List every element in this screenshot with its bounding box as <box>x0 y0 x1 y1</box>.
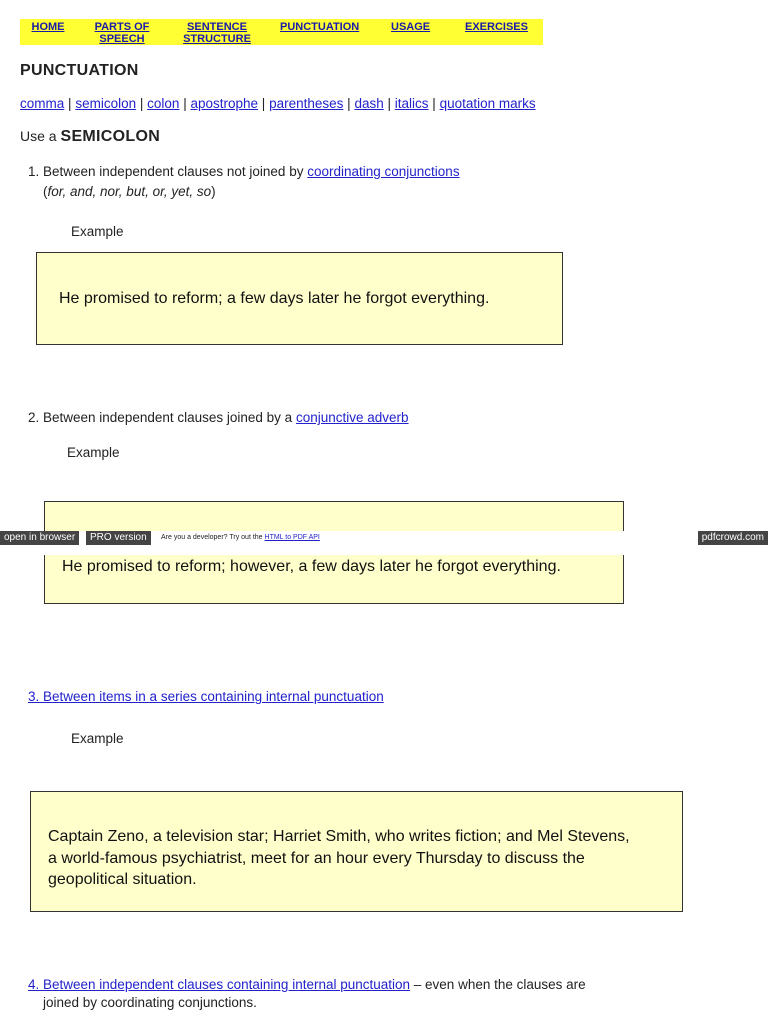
top-nav <box>20 19 543 45</box>
open-in-browser-button[interactable]: open in browser <box>0 531 79 545</box>
rule-3-example-box <box>30 791 683 912</box>
conjunctive-adverb-link[interactable]: conjunctive adverb <box>295 410 409 425</box>
link-separator: | <box>347 96 351 111</box>
section-heading <box>20 128 160 146</box>
topic-link-semicolon[interactable]: semicolon <box>75 96 137 111</box>
rule-1-example-label: Example <box>71 224 124 239</box>
rule-2 <box>28 410 409 425</box>
section-heading-prefix: Use a <box>20 128 57 144</box>
section-heading-keyword: SEMICOLON <box>60 128 161 145</box>
rule-3-example-label: Example <box>71 731 124 746</box>
link-separator: | <box>261 96 266 111</box>
link-separator: | <box>387 96 391 111</box>
rule-3-example-line: Captain Zeno, a television star; Harriet Smith, who writes fiction; and Mel Stevens, <box>48 828 630 845</box>
rule-3-example-text <box>48 826 630 891</box>
pdfcrowd-site-link[interactable]: pdfcrowd.com <box>698 531 768 545</box>
developer-promo <box>161 532 320 544</box>
nav-parts-of-speech-link[interactable]: PARTS OF SPEECH <box>94 21 150 45</box>
topic-link-italics[interactable]: italics <box>394 96 429 111</box>
rule-3-example-line: a world-famous psychiatrist, meet for an hour every Thursday to discuss the <box>48 849 585 867</box>
topic-link-quotation-marks[interactable]: quotation marks <box>439 96 536 111</box>
nav-sentence-structure-link[interactable]: SENTENCE STRUCTURE <box>183 21 251 45</box>
rule-3-example-line: geopolitical situation. <box>48 871 197 888</box>
nav-exercises-link[interactable]: EXERCISES <box>465 21 528 33</box>
rule-3 <box>28 689 384 704</box>
rule-2-example-label: Example <box>67 445 120 460</box>
pro-version-button[interactable]: PRO version <box>86 531 151 545</box>
nav-usage-link[interactable]: USAGE <box>391 21 431 33</box>
link-separator: | <box>432 96 436 111</box>
rule-1 <box>28 164 460 179</box>
link-separator: | <box>183 96 187 111</box>
rule-2-text: 2. Between independent clauses joined by a <box>28 410 293 425</box>
pdfcrowd-bar <box>0 531 768 555</box>
rule-1-note-text: for, and, nor, but, or, yet, so <box>47 184 212 199</box>
rule-4-text: – even when the clauses are <box>410 977 586 992</box>
developer-promo-text: Are you a developer? Try out the <box>161 534 263 541</box>
topic-link-apostrophe[interactable]: apostrophe <box>190 96 259 111</box>
page-title: PUNCTUATION <box>20 62 139 79</box>
nav-punctuation-link[interactable]: PUNCTUATION <box>280 21 360 33</box>
internal-punctuation-series-link[interactable]: 3. Between items in a series containing internal punctuation <box>28 689 384 704</box>
topic-link-comma[interactable]: comma <box>20 96 65 111</box>
rule-1-note: (for, and, nor, but, or, yet, so) <box>43 184 216 199</box>
rule-4-continued: joined by coordinating conjunctions. <box>43 995 257 1010</box>
rule-1-example-box <box>36 252 563 345</box>
internal-punctuation-clauses-link[interactable]: 4. Between independent clauses containing internal punctuation <box>28 977 411 992</box>
topic-link-dash[interactable]: dash <box>354 96 384 111</box>
link-separator: | <box>68 96 72 111</box>
topic-links <box>20 96 536 111</box>
topic-link-colon[interactable]: colon <box>147 96 180 111</box>
topic-link-parentheses[interactable]: parentheses <box>269 96 344 111</box>
rule-2-example-text: He promised to reform; however, a few days later he forgot everything. <box>62 557 561 575</box>
rule-4 <box>28 977 586 992</box>
nav-home-link[interactable]: HOME <box>31 21 65 33</box>
coordinating-conjunctions-link[interactable]: coordinating conjunctions <box>307 164 460 179</box>
html-to-pdf-api-link[interactable]: HTML to PDF API <box>264 534 320 541</box>
rule-1-example-text: He promised to reform; a few days later he forgot everything. <box>59 289 490 307</box>
rule-1-text: 1. Between independent clauses not joined by <box>28 164 304 179</box>
link-separator: | <box>139 96 144 111</box>
